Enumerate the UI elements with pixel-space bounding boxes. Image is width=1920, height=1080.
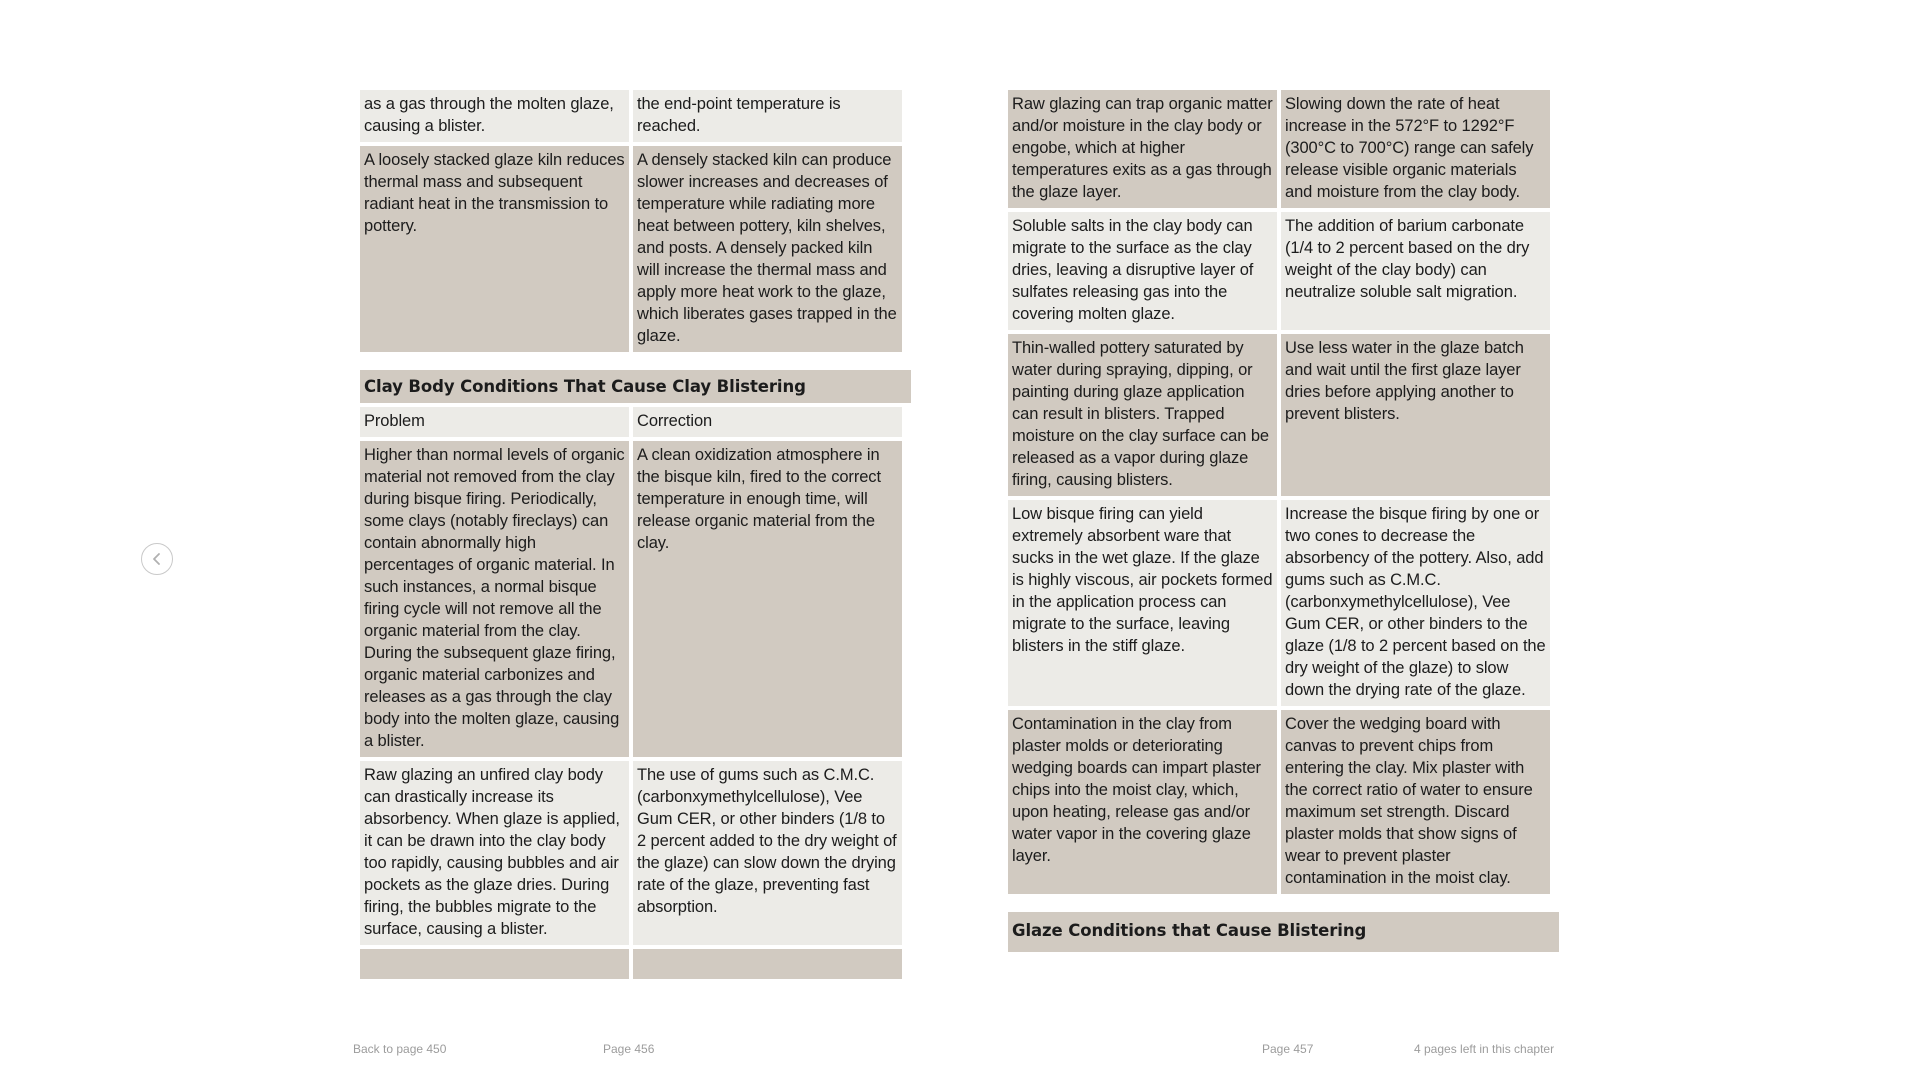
clay-body-table (360, 370, 911, 979)
section-title: Clay Body Conditions That Cause Clay Blistering (360, 370, 911, 403)
clay-body-table-continuation (1008, 90, 1559, 894)
correction-cell: The use of gums such as C.M.C. (carbonxymethylcellulose), Vee Gum CER, or other binders (1/8 to 2 percent added to the dry weight of the glaze) can slow down the drying rate of the glaze, preventing fast absorption. (633, 761, 902, 945)
empty-cell (633, 949, 902, 979)
pages-left-indicator: 4 pages left in this chapter (1414, 1042, 1555, 1056)
right-page-number: Page 457 (1262, 1042, 1314, 1056)
problem-cell: Soluble salts in the clay body can migrate to the surface as the clay dries, leaving a disruptive layer of sulfates releasing gas into the covering molten glaze. (1008, 212, 1277, 330)
glaze-conditions-table (1008, 912, 1559, 952)
empty-cell (360, 949, 629, 979)
correction-cell: Cover the wedging board with canvas to prevent chips from entering the clay. Mix plaster with the correct ratio of water to ensure maximum set strength. Discard plaster molds that show signs of wear to prevent plaster contamination in the moist clay. (1281, 710, 1550, 894)
table-row (360, 441, 911, 757)
correction-column-header: Correction (633, 407, 902, 437)
table-row (360, 146, 911, 352)
correction-cell: the end-point temperature is reached. (633, 90, 902, 142)
right-page (1008, 90, 1559, 952)
correction-cell: A densely stacked kiln can produce slower increases and decreases of temperature while radiating more heat between pottery, kiln shelves, and posts. A densely packed kiln will increase the thermal mass and apply more heat work to the glaze, which liberates gases trapped in the glaze. (633, 146, 902, 352)
problem-cell: Thin-walled pottery saturated by water during spraying, dipping, or painting during glaze application can result in blisters. Trapped moisture on the clay surface can be released as a vapor during glaze firing, causing blisters. (1008, 334, 1277, 496)
column-header-row (360, 407, 911, 437)
table-title-row (360, 370, 911, 403)
left-page (360, 90, 911, 979)
table-row (360, 761, 911, 945)
correction-cell: Increase the bisque firing by one or two cones to decrease the absorbency of the pottery. Also, add gums such as C.M.C. (carbonxymethylcellulose), Vee Gum CER, or other binders to the glaze (1/8 to 2 percent based on the dry weight of the glaze) to slow down the drying rate of the glaze. (1281, 500, 1550, 706)
problem-column-header: Problem (360, 407, 629, 437)
previous-page-button[interactable] (141, 543, 173, 575)
correction-cell: The addition of barium carbonate (1/4 to 2 percent based on the dry weight of the clay body) can neutralize soluble salt migration. (1281, 212, 1550, 330)
table-row (1008, 334, 1559, 496)
correction-cell: Slowing down the rate of heat increase in the 572°F to 1292°F (300°C to 700°C) range can safely release visible organic materials and moisture from the clay body. (1281, 90, 1550, 208)
correction-cell: Use less water in the glaze batch and wait until the first glaze layer dries before applying another to prevent blisters. (1281, 334, 1550, 496)
left-page-number: Page 456 (603, 1042, 655, 1056)
back-to-page-link[interactable]: Back to page 450 (353, 1042, 447, 1056)
problem-cell: Contamination in the clay from plaster molds or deteriorating wedging boards can impart plaster chips into the moist clay, which, upon heating, release gas and/or water vapor in the covering glaze layer. (1008, 710, 1277, 894)
table-row (1008, 500, 1559, 706)
table-row (1008, 90, 1559, 208)
problem-cell: Higher than normal levels of organic material not removed from the clay during bisque firing. Periodically, some clays (notably fireclays) can contain abnormally high percentages of organic material. In such instances, a normal bisque firing cycle will not remove all the organic material from the clay. During the subsequent glaze firing, organic material carbonizes and releases as a gas through the clay body into the molten glaze, causing a blister. (360, 441, 629, 757)
table-row (360, 90, 911, 142)
problem-cell: as a gas through the molten glaze, causing a blister. (360, 90, 629, 142)
section-title: Glaze Conditions that Cause Blistering (1008, 912, 1559, 952)
table-row (1008, 710, 1559, 894)
table-footer-row (360, 949, 911, 979)
table-title-row (1008, 912, 1559, 952)
problem-cell: Raw glazing can trap organic matter and/or moisture in the clay body or engobe, which at higher temperatures exits as a gas through the glaze layer. (1008, 90, 1277, 208)
kiln-table-continuation (360, 90, 911, 352)
table-row (1008, 212, 1559, 330)
problem-cell: Raw glazing an unfired clay body can drastically increase its absorbency. When glaze is applied, it can be drawn into the clay body too rapidly, causing bubbles and air pockets as the glaze dries. During firing, the bubbles migrate to the surface, causing a blister. (360, 761, 629, 945)
correction-cell: A clean oxidization atmosphere in the bisque kiln, fired to the correct temperature in enough time, will release organic material from the clay. (633, 441, 902, 757)
problem-cell: A loosely stacked glaze kiln reduces thermal mass and subsequent radiant heat in the transmission to pottery. (360, 146, 629, 352)
problem-cell: Low bisque firing can yield extremely absorbent ware that sucks in the wet glaze. If the glaze is highly viscous, air pockets formed in the application process can migrate to the surface, leaving blisters in the stiff glaze. (1008, 500, 1277, 706)
chevron-left-icon (150, 552, 164, 566)
